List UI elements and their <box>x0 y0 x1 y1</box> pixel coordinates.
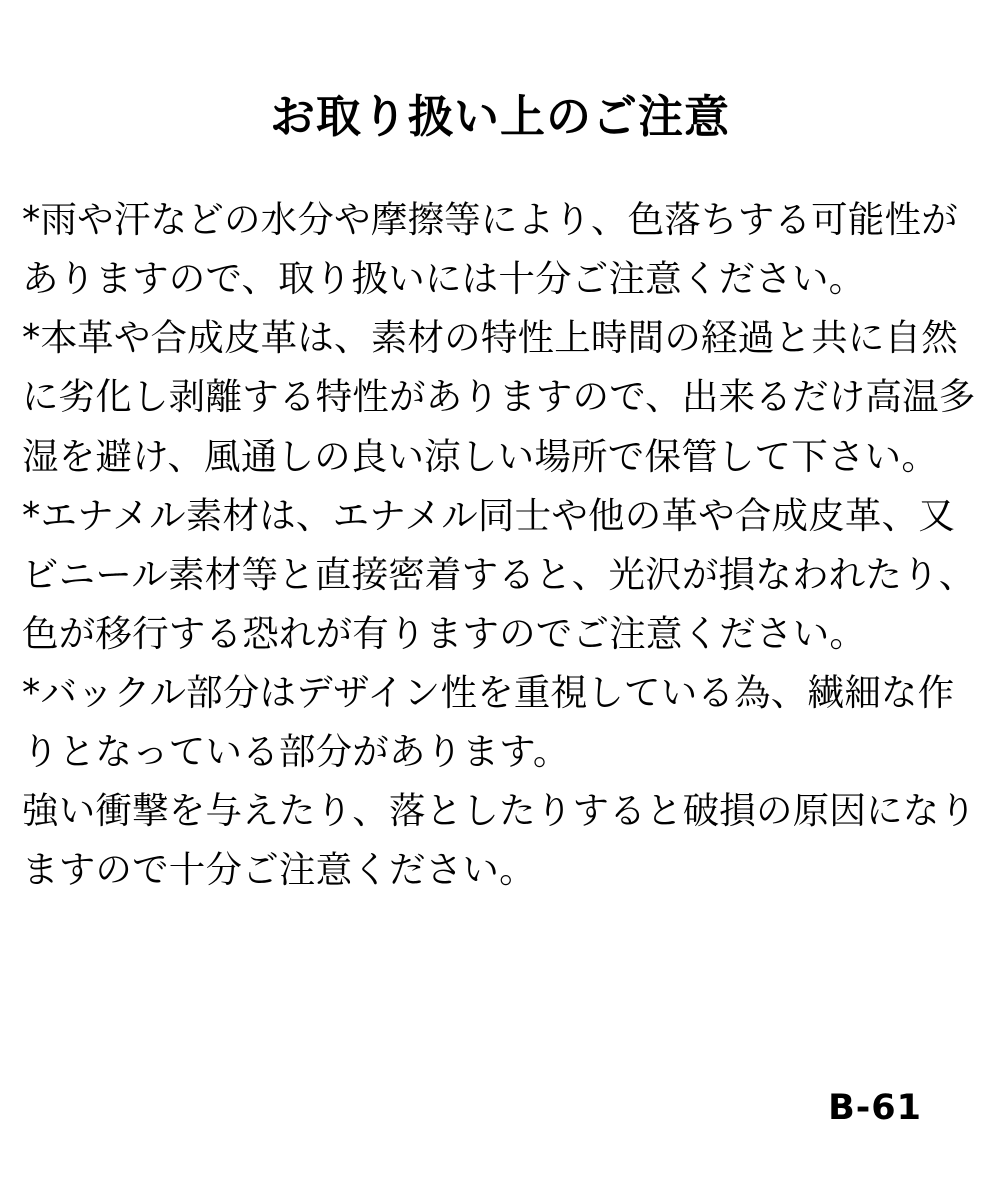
notice-paragraph: *バックル部分はデザイン性を重視している為、繊細な作りとなっている部分があります。 <box>22 671 955 774</box>
notice-paragraph: *本革や合成皮革は、素材の特性上時間の経過と共に自然に劣化し剥離する特性がありますので、出来るだけ高温多湿を避け、風通しの良い涼しい場所で保管して下さい。 <box>22 316 976 478</box>
notice-paragraph: 強い衝撃を与えたり、落としたりすると破損の原因になりますので十分ご注意ください。 <box>22 789 977 892</box>
product-code: B-61 <box>828 1088 922 1128</box>
notice-body <box>22 190 978 900</box>
notice-paragraph: *エナメル素材は、エナメル同士や他の革や合成皮革、又ビニール素材等と直接密着すると、光沢が損なわれたり、色が移行する恐れが有りますのでご注意ください。 <box>22 493 976 655</box>
notice-paragraph: *雨や汗などの水分や摩擦等により、色落ちする可能性がありますので、取り扱いには十分ご注意ください。 <box>22 198 958 301</box>
page-title: お取り扱い上のご注意 <box>269 90 730 143</box>
